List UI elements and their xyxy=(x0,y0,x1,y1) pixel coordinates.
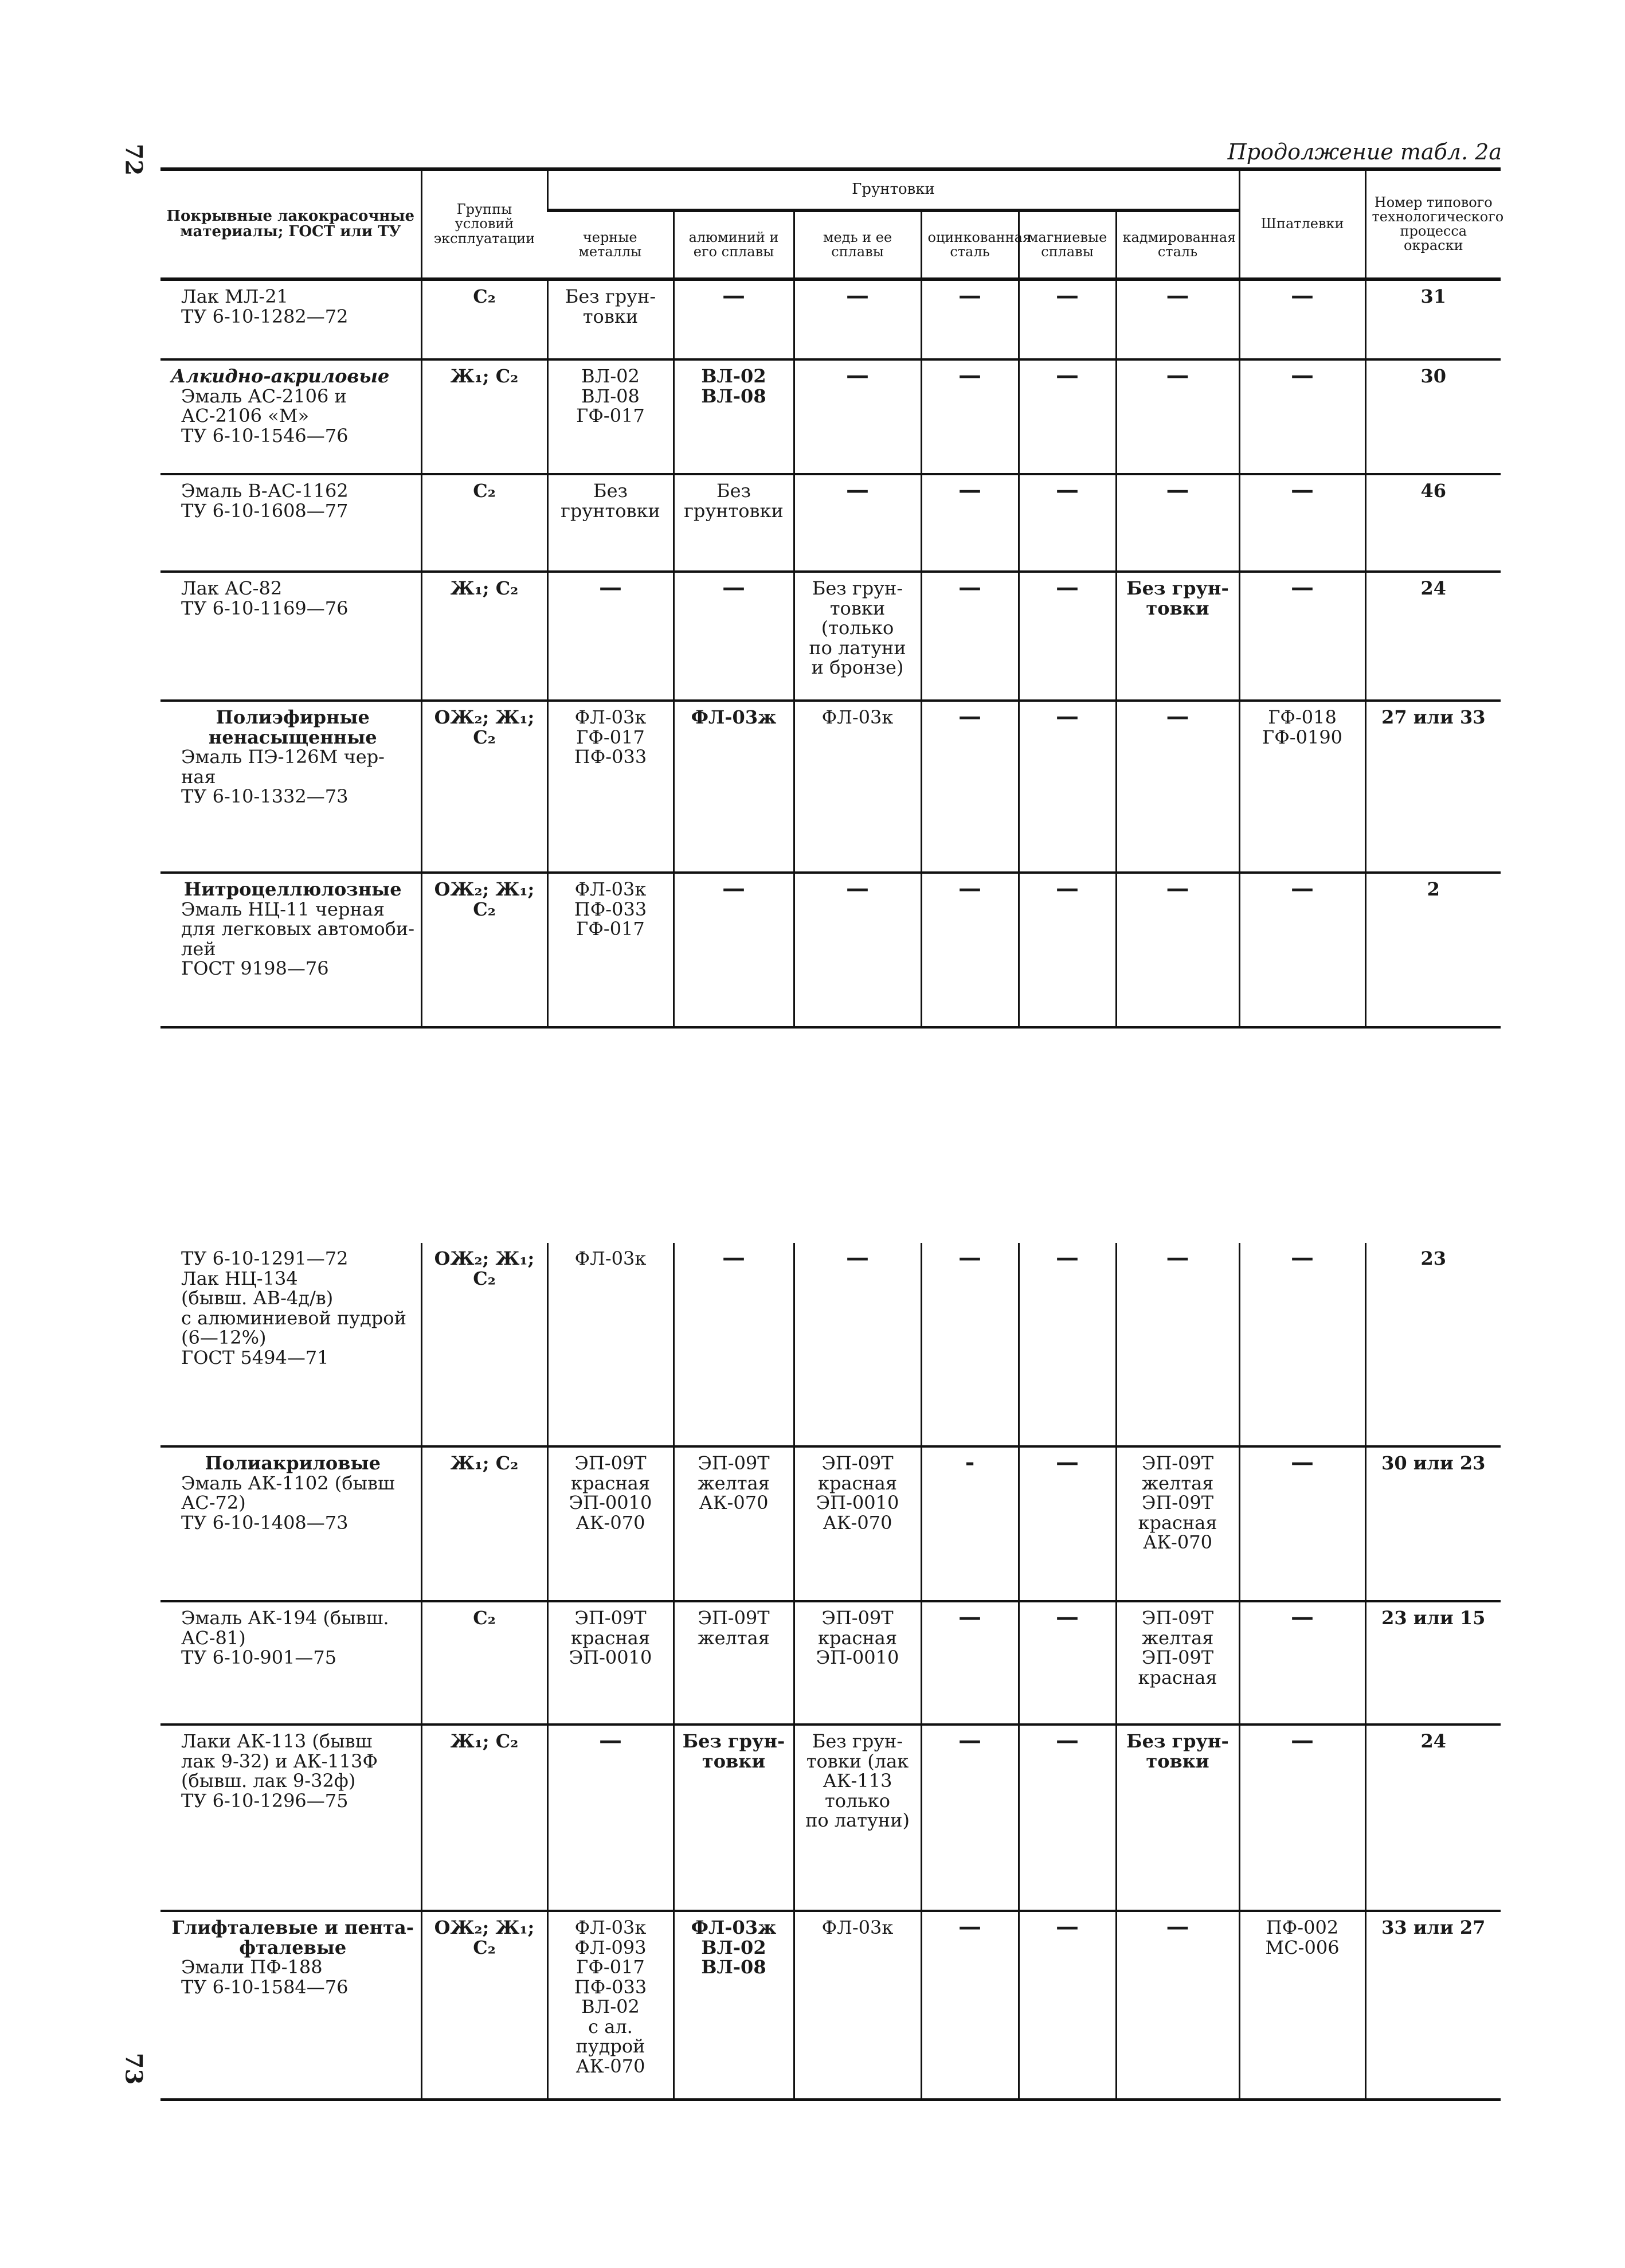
paint-materials-table-upper xyxy=(160,167,1504,1029)
material-line: Лак МЛ-21 xyxy=(181,286,288,307)
primer-cell xyxy=(1019,1601,1116,1725)
process-number: 31 xyxy=(1420,286,1447,307)
cell-value: ФЛ-03к ПФ-033 ГФ-017 xyxy=(574,878,647,940)
cell-value: Без грун- товки xyxy=(682,1730,785,1772)
cell-value: — xyxy=(1056,282,1079,309)
bottom-rule xyxy=(160,2098,1501,2101)
cell-value: Без грунтовки xyxy=(561,480,660,522)
primer-cell xyxy=(1019,474,1116,572)
condition-group: ОЖ₂; Ж₁; С₂ xyxy=(434,1248,535,1289)
cell-value: — xyxy=(846,362,869,389)
material-line: ТУ 6-10-1296—75 xyxy=(181,1789,349,1812)
table-row xyxy=(160,701,1501,873)
process-number-cell xyxy=(1365,1446,1501,1601)
primer-cell xyxy=(547,873,674,1027)
process-number-cell xyxy=(1365,1243,1501,1446)
primer-cell xyxy=(1116,1446,1239,1601)
material-line: АС-2106 «М» xyxy=(181,405,310,427)
cell-value: — xyxy=(1056,875,1079,902)
process-number: 27 или 33 xyxy=(1381,706,1486,728)
table-row xyxy=(160,1601,1501,1725)
primer-cell xyxy=(547,1446,674,1601)
material-line: Лак НЦ-134 xyxy=(181,1267,298,1289)
table-row xyxy=(160,1911,1501,2100)
condition-group: Ж₁; С₂ xyxy=(450,1452,519,1474)
cell-value: Без грун- товки xyxy=(1126,577,1229,619)
primer-cell xyxy=(1019,873,1116,1027)
condition-group-cell xyxy=(421,1446,547,1601)
cell-value: ЭП-09Т желтая xyxy=(698,1607,770,1649)
condition-group: Ж₁; С₂ xyxy=(450,577,519,599)
putty-cell xyxy=(1239,279,1365,359)
primer-cell xyxy=(547,1725,674,1911)
material-line: Эмаль АК-1102 (бывш xyxy=(181,1472,395,1494)
primer-cell xyxy=(547,474,674,572)
table-row xyxy=(160,1725,1501,1911)
primer-cell xyxy=(1116,701,1239,873)
primer-cell xyxy=(674,1911,794,2100)
cell-value: — xyxy=(1056,1604,1079,1630)
material-cell xyxy=(160,359,421,474)
condition-group: ОЖ₂; Ж₁; С₂ xyxy=(434,878,535,920)
table-continuation-title: Продолжение табл. 2а xyxy=(1227,139,1502,165)
condition-group-cell xyxy=(421,701,547,873)
condition-group: ОЖ₂; Ж₁; С₂ xyxy=(434,1917,535,1958)
material-line: ТУ 6-10-1291—72 xyxy=(181,1248,349,1269)
process-number: 23 xyxy=(1420,1248,1447,1269)
cell-value: — xyxy=(846,875,869,902)
cell-value: — xyxy=(1291,875,1314,902)
cell-value: — xyxy=(1291,362,1314,389)
putty-cell xyxy=(1239,1243,1365,1446)
material-line: Эмаль ПЭ-126М чер- xyxy=(181,746,385,768)
material-group-title: Алкидно-акриловые xyxy=(171,365,390,387)
primer-cell xyxy=(794,474,921,572)
primer-cell xyxy=(794,1243,921,1446)
primer-cell xyxy=(794,873,921,1027)
primer-cell xyxy=(1116,572,1239,701)
primer-cell xyxy=(794,279,921,359)
table-row xyxy=(160,873,1501,1027)
cell-value: — xyxy=(1291,1727,1314,1754)
primer-cell xyxy=(674,572,794,701)
cell-value: — xyxy=(1291,282,1314,309)
primer-cell xyxy=(1116,279,1239,359)
cell-value: — xyxy=(846,282,869,309)
primer-cell xyxy=(547,701,674,873)
process-number-cell xyxy=(1365,701,1501,873)
primer-cell xyxy=(921,1446,1019,1601)
material-line: ТУ 6-10-901—75 xyxy=(181,1647,337,1669)
header-putty: Шпатлевки xyxy=(1239,169,1365,279)
cell-value: ВЛ-02 ВЛ-08 xyxy=(701,365,766,407)
cell-value: — xyxy=(1166,362,1189,389)
cell-value: ЭП-09Т красная ЭП-0010 АК-070 xyxy=(569,1452,652,1534)
cell-value: Без грун- товки xyxy=(565,286,656,327)
primer-cell xyxy=(794,1911,921,2100)
process-number: 30 или 23 xyxy=(1381,1452,1486,1474)
cell-value: — xyxy=(722,1244,745,1271)
putty-cell xyxy=(1239,701,1365,873)
cell-value: ФЛ-03к ГФ-017 ПФ-033 xyxy=(574,706,647,768)
primer-cell xyxy=(794,701,921,873)
primer-cell xyxy=(674,359,794,474)
putty-cell xyxy=(1239,1725,1365,1911)
primer-cell xyxy=(921,701,1019,873)
table-row xyxy=(160,572,1501,701)
header-process: Номер типового технологического процесса окраски xyxy=(1365,169,1501,279)
material-line: ТУ 6-10-1332—73 xyxy=(181,785,349,808)
cell-value: — xyxy=(1166,703,1189,730)
primer-cell xyxy=(1116,1243,1239,1446)
primer-cell xyxy=(921,279,1019,359)
cell-value: — xyxy=(1291,1449,1314,1476)
primer-cell xyxy=(1116,1911,1239,2100)
primer-cell xyxy=(921,572,1019,701)
cell-value: ФЛ-03ж xyxy=(691,706,777,728)
primer-cell xyxy=(794,1725,921,1911)
process-number: 2 xyxy=(1427,878,1440,900)
primer-cell xyxy=(674,1243,794,1446)
primer-cell xyxy=(1019,572,1116,701)
cell-value: — xyxy=(722,875,745,902)
primer-cell xyxy=(1019,279,1116,359)
primer-cell xyxy=(921,873,1019,1027)
process-number: 23 или 15 xyxy=(1381,1607,1486,1629)
cell-value: — xyxy=(1056,362,1079,389)
putty-cell xyxy=(1239,359,1365,474)
cell-value: — xyxy=(1056,1244,1079,1271)
primer-cell xyxy=(794,572,921,701)
process-number-cell xyxy=(1365,474,1501,572)
material-line: для легковых автомоби- xyxy=(181,918,415,940)
primer-cell xyxy=(674,873,794,1027)
condition-group-cell xyxy=(421,1601,547,1725)
cell-value: ФЛ-03к ФЛ-093 ГФ-017 ПФ-033 ВЛ-02 с ал. пудрой АК-070 xyxy=(574,1917,647,2077)
material-line: с алюминиевой пудрой xyxy=(181,1307,406,1329)
cell-value: ПФ-002 МС-006 xyxy=(1265,1917,1340,1958)
primer-cell xyxy=(921,1243,1019,1446)
material-cell xyxy=(160,1601,421,1725)
material-line: ТУ 6-10-1282—72 xyxy=(181,305,349,327)
material-line: ТУ 6-10-1546—76 xyxy=(181,424,349,447)
condition-group-cell xyxy=(421,359,547,474)
material-cell xyxy=(160,1725,421,1911)
cell-value: — xyxy=(958,875,981,902)
page-number-top: 72 xyxy=(120,143,147,176)
material-line: Эмали ПФ-188 xyxy=(181,1956,323,1978)
material-group-title: Нитроцеллюлозные xyxy=(183,878,402,900)
header-primer-col: алюминий и его сплавы xyxy=(674,210,794,279)
cell-value: — xyxy=(1056,1913,1079,1940)
cell-value: — xyxy=(1056,574,1079,601)
material-line: Лаки АК-113 (бывш xyxy=(181,1730,373,1752)
cell-value: ФЛ-03к xyxy=(821,1917,894,1938)
cell-value: ФЛ-03к xyxy=(574,1248,647,1269)
material-group-title: Глифталевые и пента- фталевые xyxy=(171,1917,414,1958)
condition-group: Ж₁; С₂ xyxy=(450,1730,519,1752)
material-cell xyxy=(160,572,421,701)
condition-group: Ж₁; С₂ xyxy=(450,365,519,387)
cell-value: ЭП-09Т желтая ЭП-09Т красная АК-070 xyxy=(1138,1452,1217,1554)
primer-cell xyxy=(1019,359,1116,474)
primer-cell xyxy=(547,572,674,701)
cell-value: Без грун- товки (только по латуни и бронзе) xyxy=(809,577,906,679)
condition-group-cell xyxy=(421,1911,547,2100)
cell-value: — xyxy=(1166,282,1189,309)
primer-cell xyxy=(547,1601,674,1725)
cell-value: — xyxy=(1291,574,1314,601)
material-cell xyxy=(160,1911,421,2100)
cell-value: — xyxy=(1056,703,1079,730)
header-groups: Группы условий эксплуатации xyxy=(421,169,547,279)
condition-group-cell xyxy=(421,1243,547,1446)
header-primer-col: кадмированная сталь xyxy=(1116,210,1239,279)
primer-cell xyxy=(1019,1725,1116,1911)
process-number-cell xyxy=(1365,572,1501,701)
primer-cell xyxy=(674,1601,794,1725)
cell-value: — xyxy=(1291,1604,1314,1630)
cell-value: — xyxy=(958,574,981,601)
cell-value: — xyxy=(599,1727,622,1754)
cell-value: - xyxy=(965,1449,975,1476)
cell-value: — xyxy=(722,282,745,309)
process-number-cell xyxy=(1365,279,1501,359)
cell-value: — xyxy=(1056,1449,1079,1476)
table-row xyxy=(160,474,1501,572)
cell-value: ЭП-09Т красная ЭП-0010 xyxy=(816,1607,899,1669)
material-line: ТУ 6-10-1608—77 xyxy=(181,499,349,522)
primer-cell xyxy=(674,1725,794,1911)
header-primer-col: черные металлы xyxy=(547,210,674,279)
header-primer-col: магниевые сплавы xyxy=(1019,210,1116,279)
material-line: (6—12%) xyxy=(181,1327,267,1349)
cell-value: — xyxy=(599,574,622,601)
primer-cell xyxy=(794,1601,921,1725)
material-line: Эмаль В-АС-1162 xyxy=(181,480,349,502)
condition-group: C₂ xyxy=(473,286,496,307)
process-number: 30 xyxy=(1420,365,1447,387)
material-line: Эмаль НЦ-11 черная xyxy=(181,898,385,920)
material-line: (бывш. АВ-4д/в) xyxy=(181,1287,334,1309)
primer-cell xyxy=(1116,873,1239,1027)
cell-value: — xyxy=(1056,476,1079,503)
cell-value: ЭП-09Т желтая ЭП-09Т красная xyxy=(1138,1607,1217,1688)
cell-value: — xyxy=(958,362,981,389)
primer-cell xyxy=(547,359,674,474)
material-line: Лак АС-82 xyxy=(181,577,283,599)
primer-cell xyxy=(1116,1725,1239,1911)
material-line: ТУ 6-10-1169—76 xyxy=(181,597,349,619)
cell-value: — xyxy=(846,476,869,503)
material-group-title: Полиэфирные ненасыщенные xyxy=(208,706,377,748)
material-cell xyxy=(160,1243,421,1446)
material-group-title: Полиакриловые xyxy=(205,1452,381,1474)
process-number-cell xyxy=(1365,1725,1501,1911)
cell-value: Без грун- товки xyxy=(1126,1730,1229,1772)
material-line: Эмаль АК-194 (бывш. xyxy=(181,1607,389,1629)
material-cell xyxy=(160,873,421,1027)
condition-group: C₂ xyxy=(473,1607,496,1629)
primer-cell xyxy=(1116,359,1239,474)
cell-value: — xyxy=(958,1913,981,1940)
primer-cell xyxy=(794,359,921,474)
putty-cell xyxy=(1239,572,1365,701)
primer-cell xyxy=(1019,701,1116,873)
cell-value: ГФ-018 ГФ-0190 xyxy=(1262,706,1343,748)
putty-cell xyxy=(1239,873,1365,1027)
material-cell xyxy=(160,1446,421,1601)
cell-value: — xyxy=(1166,1913,1189,1940)
cell-value: ВЛ-02 ВЛ-08 ГФ-017 xyxy=(576,365,645,427)
cell-value: Без грун- товки (лак АК-113 только по латуни) xyxy=(805,1730,910,1832)
condition-group-cell xyxy=(421,572,547,701)
process-number-cell xyxy=(1365,1601,1501,1725)
cell-value: — xyxy=(846,1244,869,1271)
material-line: ТУ 6-10-1408—73 xyxy=(181,1511,349,1534)
material-cell xyxy=(160,474,421,572)
cell-value: ФЛ-03к xyxy=(821,706,894,728)
cell-value: — xyxy=(1291,476,1314,503)
primer-cell xyxy=(674,279,794,359)
cell-value: — xyxy=(958,703,981,730)
putty-cell xyxy=(1239,1446,1365,1601)
header-materials: Покрывные лакокрасочные материалы; ГОСТ или ТУ xyxy=(166,207,415,240)
material-line: (бывш. лак 9-32ф) xyxy=(181,1770,356,1792)
table-row xyxy=(160,1243,1501,1446)
cell-value: — xyxy=(1166,476,1189,503)
material-line: АС-81) xyxy=(181,1626,246,1649)
cell-value: ЭП-09Т красная ЭП-0010 xyxy=(569,1607,652,1669)
cell-value: — xyxy=(1166,875,1189,902)
table-row xyxy=(160,1446,1501,1601)
material-cell xyxy=(160,701,421,873)
cell-value: — xyxy=(958,1244,981,1271)
putty-cell xyxy=(1239,474,1365,572)
condition-group-cell xyxy=(421,474,547,572)
cell-value: — xyxy=(958,282,981,309)
material-line: АС-72) xyxy=(181,1492,246,1514)
primer-cell xyxy=(1019,1243,1116,1446)
process-number: 24 xyxy=(1420,1730,1447,1752)
process-number: 46 xyxy=(1420,480,1447,502)
header-primer-col: медь и ее сплавы xyxy=(794,210,921,279)
primer-cell xyxy=(674,701,794,873)
process-number-cell xyxy=(1365,873,1501,1027)
putty-cell xyxy=(1239,1601,1365,1725)
cell-value: — xyxy=(722,574,745,601)
process-number-cell xyxy=(1365,359,1501,474)
cell-value: — xyxy=(1056,1727,1079,1754)
material-cell xyxy=(160,279,421,359)
cell-value: — xyxy=(958,1604,981,1630)
primer-cell xyxy=(547,279,674,359)
process-number: 33 или 27 xyxy=(1381,1917,1486,1938)
cell-value: ЭП-09Т желтая АК-070 xyxy=(698,1452,770,1514)
condition-group-cell xyxy=(421,279,547,359)
primer-cell xyxy=(547,1243,674,1446)
primer-cell xyxy=(794,1446,921,1601)
material-line: лей xyxy=(181,937,216,960)
primer-cell xyxy=(921,1725,1019,1911)
condition-group: ОЖ₂; Ж₁; С₂ xyxy=(434,706,535,748)
primer-cell xyxy=(921,1601,1019,1725)
table-row xyxy=(160,279,1501,359)
primer-cell xyxy=(547,1911,674,2100)
primer-cell xyxy=(921,359,1019,474)
primer-cell xyxy=(1116,1601,1239,1725)
process-number: 24 xyxy=(1420,577,1447,599)
primer-cell xyxy=(674,474,794,572)
condition-group-cell xyxy=(421,1725,547,1911)
condition-group-cell xyxy=(421,873,547,1027)
putty-cell xyxy=(1239,1911,1365,2100)
table-row xyxy=(160,359,1501,474)
cell-value: — xyxy=(958,1727,981,1754)
primer-cell xyxy=(921,1911,1019,2100)
primer-cell xyxy=(674,1446,794,1601)
header-primer-col: оцинкованная сталь xyxy=(921,210,1019,279)
primer-cell xyxy=(1019,1446,1116,1601)
cell-value: — xyxy=(1166,1244,1189,1271)
cell-value: Без грунтовки xyxy=(684,480,784,522)
header-primers: Грунтовки xyxy=(547,169,1239,210)
material-line: лак 9-32) и АК-113Ф xyxy=(181,1750,378,1772)
material-line: ГОСТ 5494—71 xyxy=(181,1346,329,1368)
page-number-bottom: 73 xyxy=(120,2052,147,2085)
paint-materials-table-lower xyxy=(160,1243,1501,2101)
process-number-cell xyxy=(1365,1911,1501,2100)
material-line: ГОСТ 9198—76 xyxy=(181,957,329,980)
primer-cell xyxy=(921,474,1019,572)
cell-value: ЭП-09Т красная ЭП-0010 АК-070 xyxy=(816,1452,899,1534)
material-line: ная xyxy=(181,765,216,788)
cell-value: — xyxy=(958,476,981,503)
material-line: Эмаль АС-2106 и xyxy=(181,385,347,407)
cell-value: ФЛ-03ж ВЛ-02 ВЛ-08 xyxy=(691,1917,777,1978)
condition-group: C₂ xyxy=(473,480,496,502)
primer-cell xyxy=(1116,474,1239,572)
cell-value: — xyxy=(1291,1244,1314,1271)
material-line: ТУ 6-10-1584—76 xyxy=(181,1976,349,1998)
primer-cell xyxy=(1019,1911,1116,2100)
